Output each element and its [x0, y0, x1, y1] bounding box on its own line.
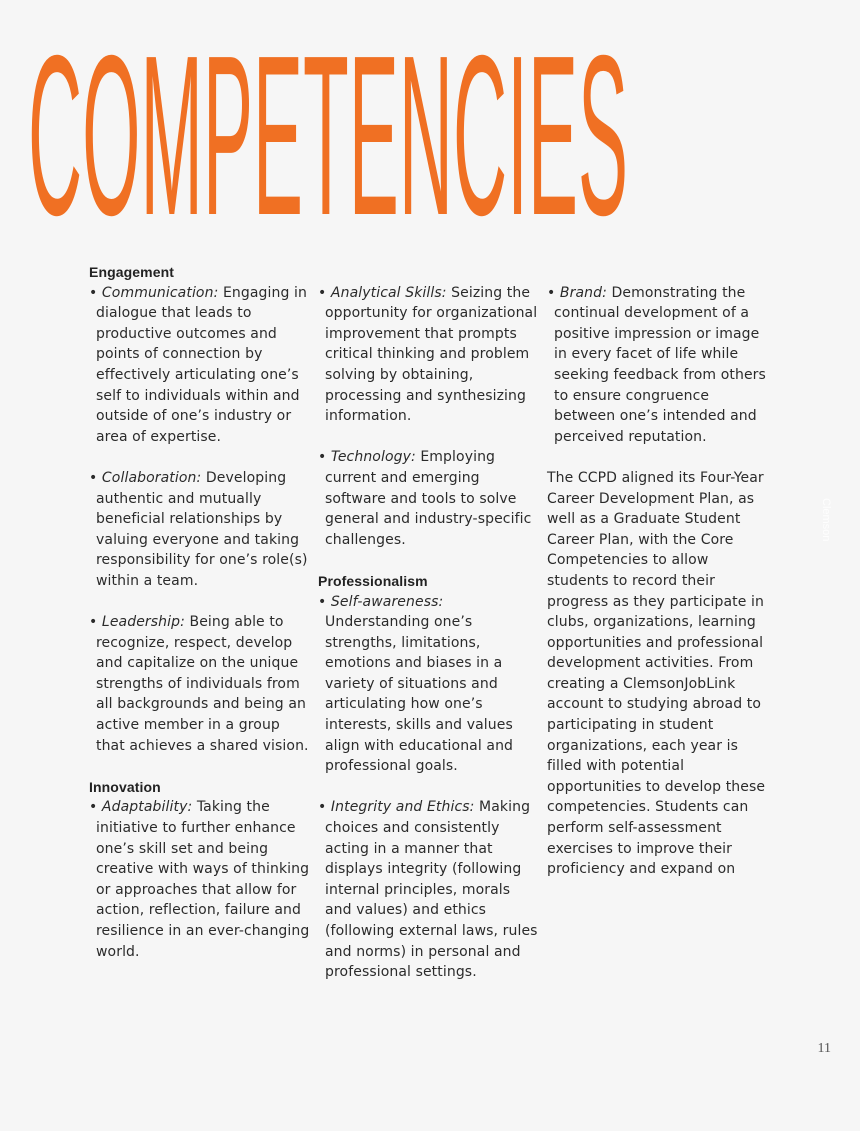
competency-description: Seizing the opportunity for organizational improvement that prompts critical thinking and problem solving by obtaining, processing and synthesizing information.: [325, 284, 538, 425]
competency-analytical-skills: • Analytical Skills: Seizing the opportunity for organizational improvement that prompts critical thinking and problem solving by obtaining, processing and synthesizing information.: [318, 284, 538, 425]
competency-description: Being able to recognize, respect, develop and capitalize on the unique strengths of individuals from all backgrounds and being an active member in a group that achieves a shared vision.: [96, 614, 309, 754]
competency-description: Understanding one’s strengths, limitations, emotions and biases in a variety of situations and articulating how one’s interests, skills and values align with educational and professional goals.: [325, 614, 514, 775]
competency-description: Developing authentic and mutually beneficial relationships by valuing everyone and taking responsibility for one’s role(s) within a team.: [96, 469, 308, 589]
column-1: [89, 262, 311, 983]
competency-term: Brand:: [559, 284, 607, 301]
competency-term: Collaboration:: [101, 469, 202, 486]
competency-term: Communication:: [101, 284, 219, 301]
competency-communication: • Communication: Engaging in dialogue that leads to productive outcomes and points of connection by effectively articulating one’s self to individuals within and outside of one’s industry or area of expertise.: [89, 284, 307, 445]
competency-term: Leadership:: [101, 614, 185, 631]
competency-description: Engaging in dialogue that leads to productive outcomes and points of connection by effectively articulating one’s self to individuals within and outside of one’s industry or area of expertise.: [96, 284, 307, 445]
competency-term: Integrity and Ethics:: [330, 799, 475, 816]
body-paragraph: The CCPD aligned its Four-Year Career Development Plan, as well as a Graduate Student Career Plan, with the Core Competencies to allow students to record their progress as they participate in clubs, organizations, learning opportunities and professional development activities. From creating a ClemsonJobLink account to studying abroad to participating in student organizations, each year is filled with potential opportunities to develop these competencies. Students can perform self-assessment exercises to improve their proficiency and expand on: [547, 469, 766, 878]
spacer: [547, 262, 769, 283]
spacer: [318, 262, 540, 283]
competency-description: Employing current and emerging software and tools to solve general and industry-specific challenges.: [325, 449, 532, 548]
section-heading-engagement: Engagement: [89, 264, 175, 280]
page-title: [28, 9, 648, 263]
competency-collaboration: • Collaboration: Developing authentic and mutually beneficial relationships by valuing everyone and taking responsibility for one’s role(s) within a team.: [89, 469, 308, 589]
competency-description: Demonstrating the continual development of a positive impression or image in every facet of life while seeking feedback from others to ensure congruence between one’s intended and perceived reputation.: [554, 284, 766, 445]
competency-term: Technology:: [330, 449, 416, 466]
competency-description: Taking the initiative to further enhance one’s skill set and being creative with ways of thinking or approaches that allow for action, reflection, failure and resilience in an ever-changing world.: [96, 799, 310, 960]
page-number: 11: [817, 1041, 831, 1056]
column-3: [547, 262, 769, 880]
competency-leadership: • Leadership: Being able to recognize, respect, develop and capitalize on the unique strengths of individuals from all backgrounds and being an active member in a group that achieves a shared vision.: [89, 614, 309, 754]
competency-term: Adaptability:: [101, 799, 193, 816]
competency-self-awareness: • Self-awareness: Understanding one’s strengths, limitations, emotions and biases in a variety of situations and articulating how one’s interests, skills and values align with educational and professional goals.: [318, 593, 514, 775]
section-heading-professionalism: Professionalism: [318, 572, 428, 589]
page-title-text: COMPETENCIES: [28, 9, 628, 263]
side-tab-label: Clemson: [820, 498, 832, 542]
competency-term: Self-awareness:: [330, 593, 444, 610]
competency-brand: • Brand: Demonstrating the continual development of a positive impression or image in every facet of life while seeking feedback from others to ensure congruence between one’s intended and perceived reputation.: [547, 284, 766, 445]
competency-description: Making choices and consistently acting in a manner that displays integrity (following internal principles, morals and values) and ethics (following external laws, rules and norms) in personal and professional settings.: [325, 799, 538, 981]
competency-adaptability: • Adaptability: Taking the initiative to further enhance one’s skill set and being creative with ways of thinking or approaches that allow for action, reflection, failure and resilience in an ever-changing world.: [89, 799, 310, 960]
competency-integrity-ethics: • Integrity and Ethics: Making choices and consistently acting in a manner that displays integrity (following internal principles, morals and values) and ethics (following external laws, rules and norms) in personal and professional settings.: [318, 799, 538, 981]
competency-technology: • Technology: Employing current and emerging software and tools to solve general and industry-specific challenges.: [318, 449, 532, 548]
section-heading-innovation: Innovation: [89, 778, 161, 795]
competency-term: Analytical Skills:: [330, 284, 447, 301]
column-2: [318, 262, 540, 1003]
